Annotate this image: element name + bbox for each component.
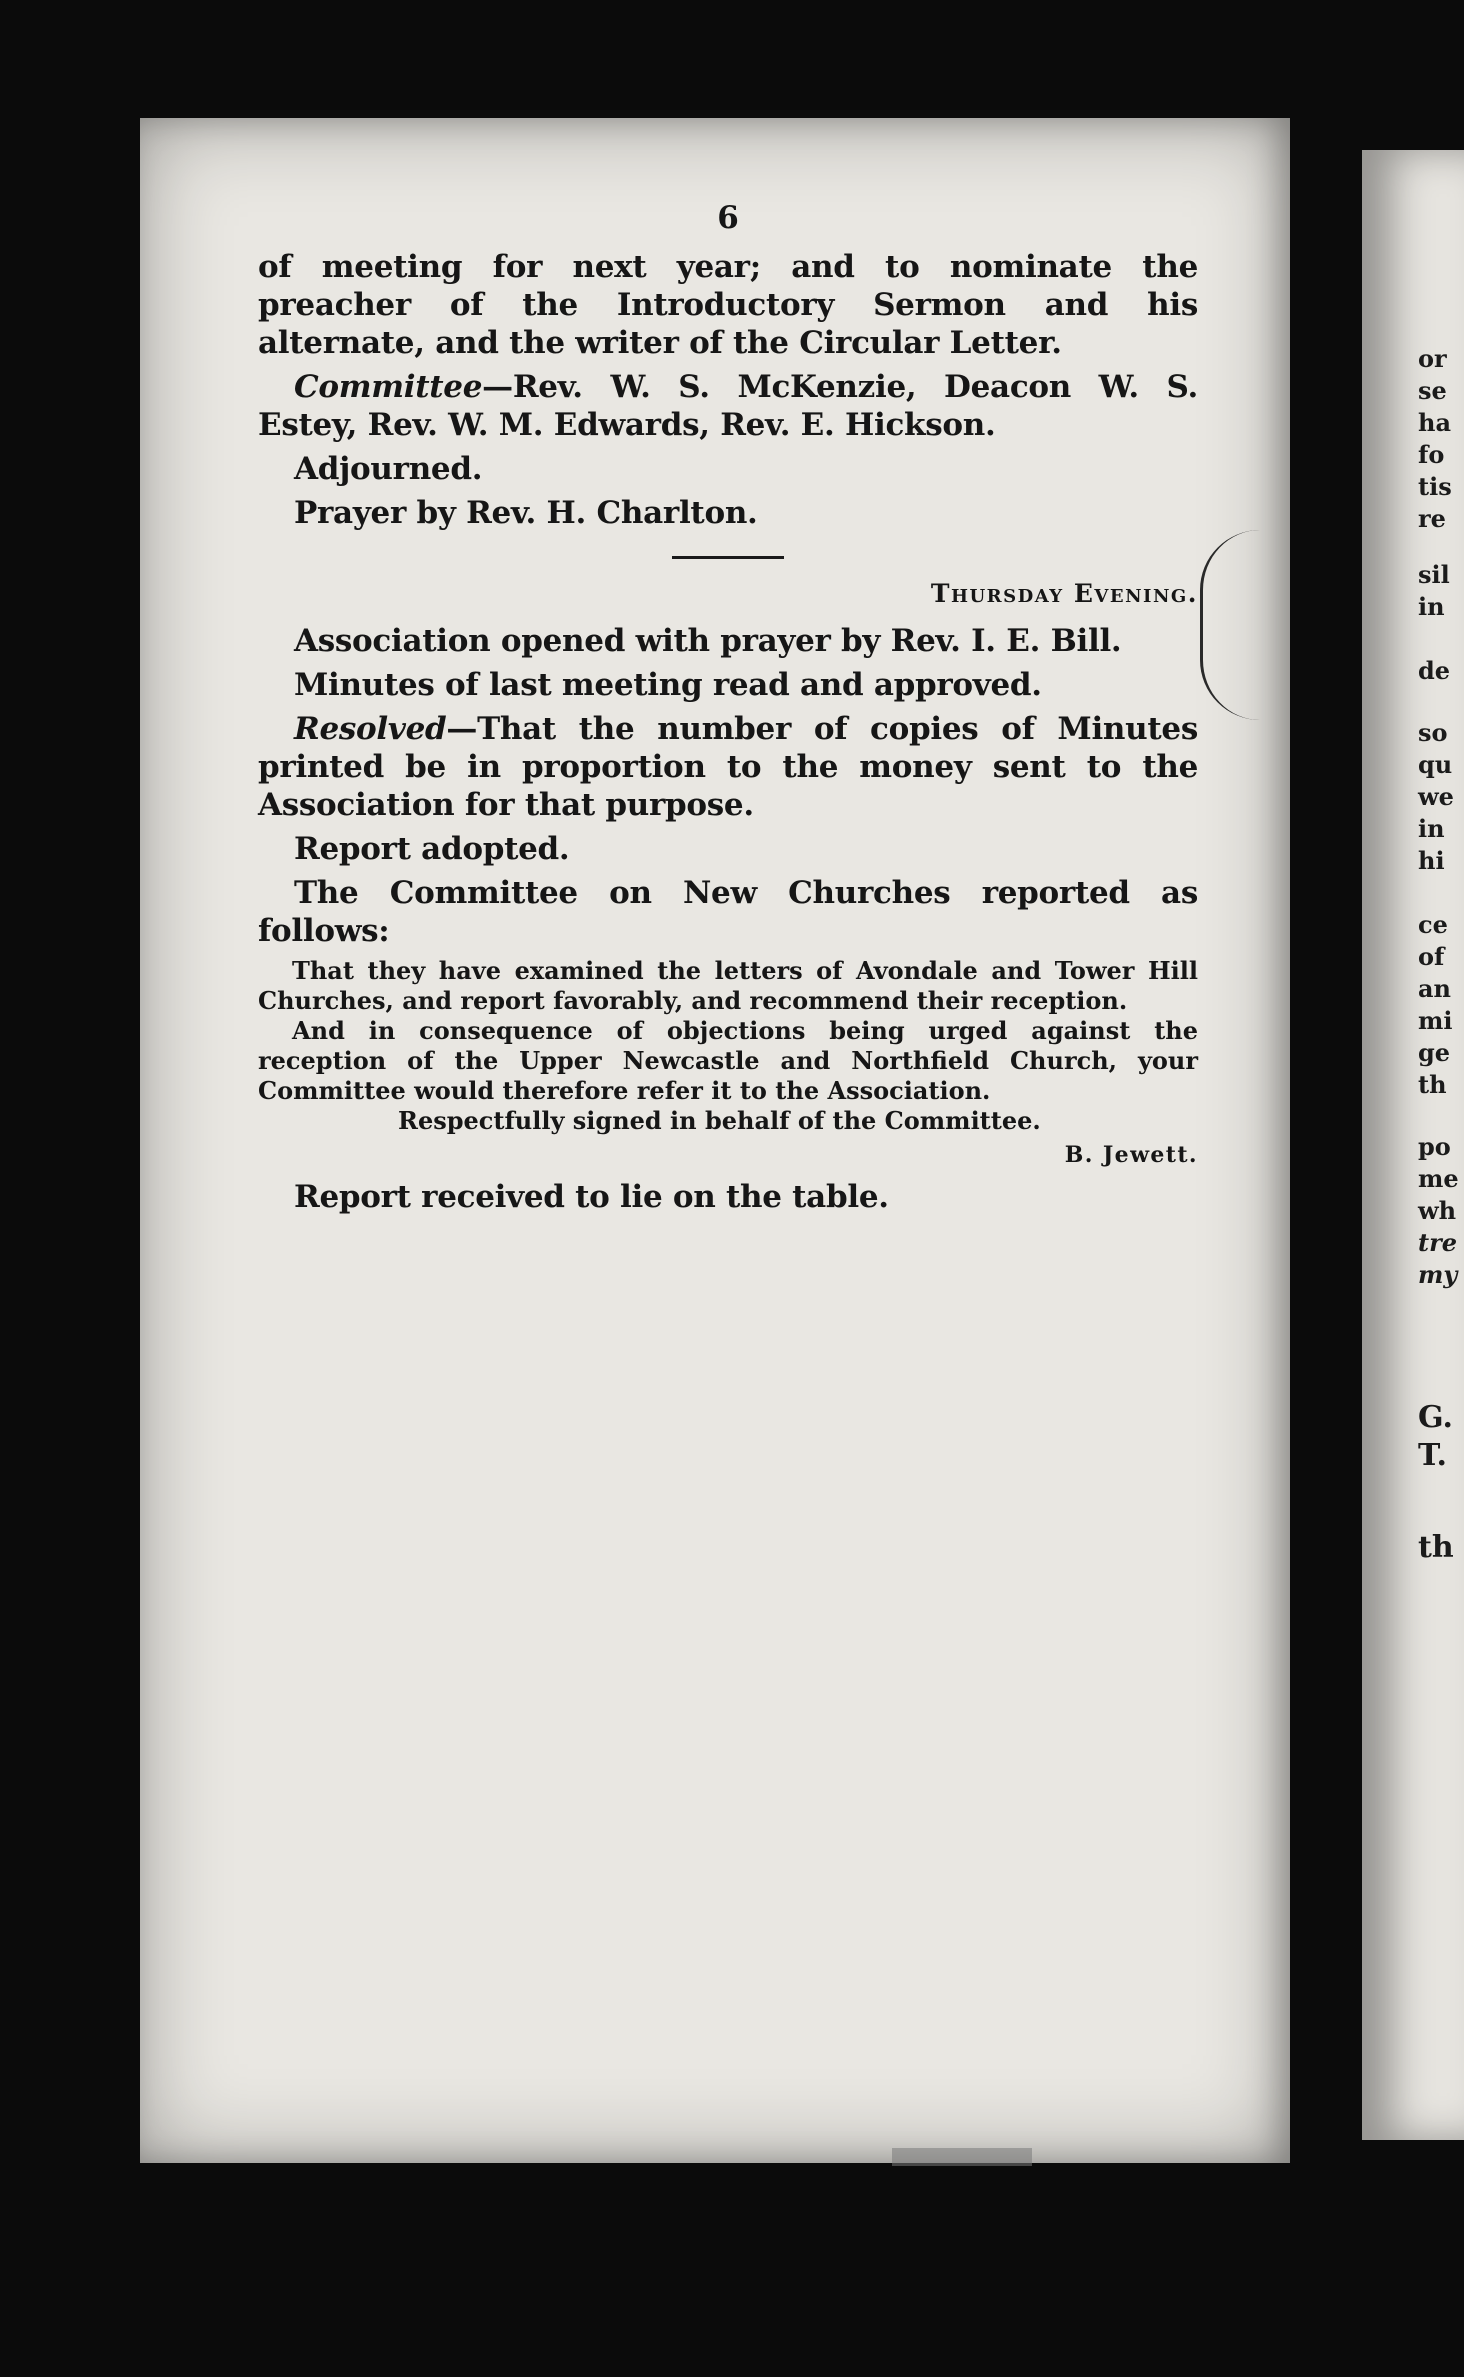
facing-fragment: de	[1418, 656, 1451, 685]
signer-name: B. Jewett.	[1064, 1142, 1198, 1168]
committee-members: —Rev. W. S. McKenzie, Deacon W. S. Estey, Rev. W. M. Edwards, Rev. E. Hickson.	[258, 369, 1198, 443]
facing-fragment: mi	[1418, 1006, 1453, 1035]
resolution-text: —That the number of copies of Minutes printed be in proportion to the money sent to the Association for that purpose.	[258, 711, 1198, 823]
facing-fragment: so	[1418, 718, 1448, 747]
minutes-paragraph: Minutes of last meeting read and approved.	[294, 667, 1042, 703]
facing-fragment: fo	[1418, 440, 1445, 469]
resolution-paragraph	[258, 710, 1198, 824]
facing-fragment: tis	[1418, 472, 1452, 501]
report-quote-1: That they have examined the letters of Avondale and Tower Hill Churches, and report favorably, and recommend their reception.	[258, 956, 1198, 1015]
report-signoff: Respectfully signed in behalf of the Committee.	[398, 1106, 1041, 1135]
facing-fragment: T.	[1418, 1438, 1447, 1473]
facing-fragment: hi	[1418, 846, 1445, 875]
section-heading: Thursday Evening.	[930, 579, 1198, 608]
facing-fragment: ge	[1418, 1038, 1451, 1067]
facing-fragment: an	[1418, 974, 1451, 1003]
report-table-line-2: Report received to lie on the table.	[294, 1179, 889, 1215]
prayer-line: Prayer by Rev. H. Charlton.	[294, 495, 758, 531]
page-gutter	[1290, 118, 1362, 2163]
page-text-layer	[140, 118, 1290, 2163]
section-divider	[672, 556, 784, 559]
facing-fragment: ha	[1418, 408, 1451, 437]
opening-paragraph: Association opened with prayer by Rev. I. E. Bill.	[294, 623, 1122, 659]
page-content	[258, 200, 1198, 1222]
committee-label: Committee	[294, 369, 483, 405]
facing-fragment: G.	[1418, 1400, 1453, 1435]
facing-fragment: ce	[1418, 910, 1448, 939]
facing-fragment: tre	[1418, 1228, 1457, 1257]
facing-fragment: qu	[1418, 750, 1453, 779]
page-number: 6	[717, 200, 739, 236]
facing-fragment: re	[1418, 504, 1446, 533]
report-quote-2: And in consequence of objections being urged against the reception of the Upper Newcastle and Northfield Church, your Committee would therefore refer it to the Association.	[258, 1016, 1198, 1105]
new-churches-paragraph: The Committee on New Churches reported as follows:	[258, 875, 1198, 949]
committee-paragraph	[258, 368, 1198, 444]
facing-fragment: th	[1418, 1070, 1447, 1099]
facing-fragment: me	[1418, 1164, 1459, 1193]
facing-fragment: se	[1418, 376, 1447, 405]
facing-fragment: or	[1418, 344, 1447, 373]
facing-fragment: in	[1418, 814, 1445, 843]
report-adopted-line: Report adopted.	[294, 831, 570, 867]
facing-fragment: sil	[1418, 560, 1450, 589]
facing-fragment: po	[1418, 1132, 1451, 1161]
facing-fragment: in	[1418, 592, 1445, 621]
facing-fragment: we	[1418, 782, 1454, 811]
facing-fragment: my	[1418, 1260, 1458, 1289]
facing-fragment: th	[1418, 1530, 1454, 1565]
facing-fragment: of	[1418, 942, 1445, 971]
facing-fragment: wh	[1418, 1196, 1457, 1225]
paragraph-continuation: of meeting for next year; and to nominate the preacher of the Introductory Sermon and his alternate, and the writer of the Circular Letter.	[258, 249, 1198, 361]
resolved-label: Resolved	[294, 711, 447, 747]
adjourned-line: Adjourned.	[294, 451, 483, 487]
